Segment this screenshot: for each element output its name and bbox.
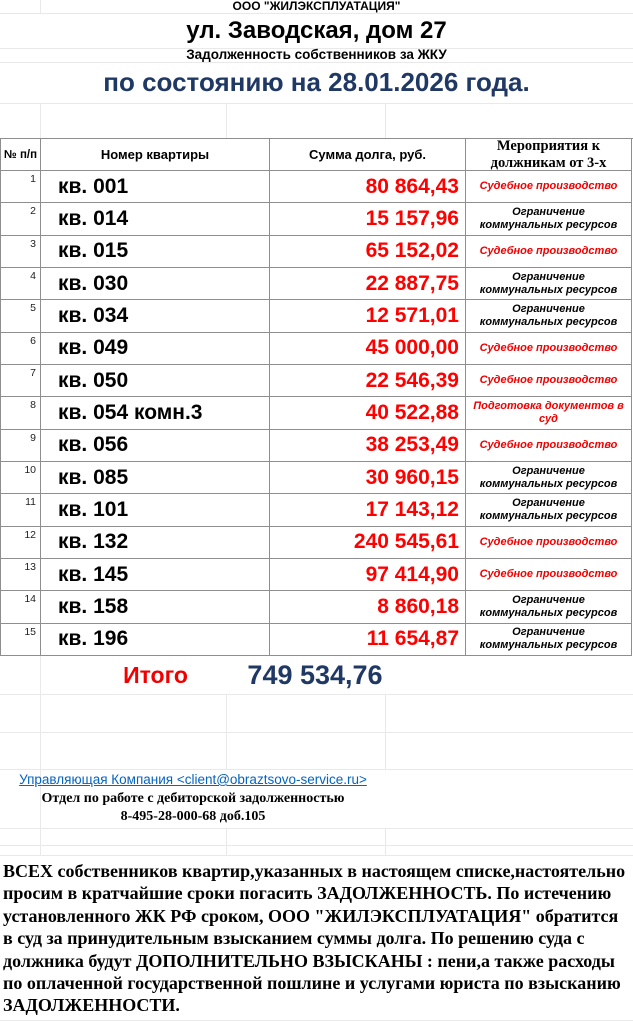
debtor-action-cell: Судебное производство: [466, 236, 632, 268]
debt-amount-cell: 17 143,12: [270, 494, 466, 526]
debtor-action-cell: Судебное производство: [466, 333, 632, 365]
apartment-cell: кв. 085: [41, 462, 270, 494]
grid-vline: [385, 103, 386, 138]
debtor-action-cell: Подготовка документов в суд: [466, 397, 632, 429]
debt-amount-cell: 38 253,49: [270, 430, 466, 462]
row-number-cell: 8: [1, 397, 41, 429]
grid-hline: [0, 103, 633, 104]
grid-vline: [40, 103, 41, 138]
apartment-cell: кв. 196: [41, 624, 270, 656]
grid-vline: [385, 828, 386, 855]
debt-amount-cell: 22 546,39: [270, 365, 466, 397]
row-number-cell: 14: [1, 591, 41, 623]
row-number-cell: 15: [1, 624, 41, 656]
row-number-cell: 9: [1, 430, 41, 462]
column-header-actions: Мероприятия к должникам от 3-х: [466, 139, 632, 171]
apartment-cell: кв. 014: [41, 203, 270, 235]
row-number-cell: 6: [1, 333, 41, 365]
debt-amount-cell: 22 887,75: [270, 268, 466, 300]
debtor-action-cell: Судебное производство: [466, 527, 632, 559]
row-number-cell: 5: [1, 300, 41, 332]
apartment-cell: кв. 056: [41, 430, 270, 462]
debtor-action-cell: Ограничение коммунальных ресурсов: [466, 300, 632, 332]
management-link-row: [0, 769, 386, 790]
debt-amount-cell: 240 545,61: [270, 527, 466, 559]
row-number-cell: 2: [1, 203, 41, 235]
row-number-cell: 10: [1, 462, 41, 494]
column-header-debt-sum: Сумма долга, руб.: [270, 139, 466, 171]
apartment-cell: кв. 030: [41, 268, 270, 300]
phone-line: 8-495-28-000-68 доб.105: [120, 809, 266, 824]
row-number-cell: 12: [1, 527, 41, 559]
total-row: [0, 656, 633, 694]
grid-vline: [226, 103, 227, 138]
row-number-cell: 1: [1, 171, 41, 203]
grid-hline: [0, 1020, 633, 1021]
debt-amount-cell: 12 571,01: [270, 300, 466, 332]
grid-hline: [0, 694, 633, 695]
debt-amount-cell: 65 152,02: [270, 236, 466, 268]
apartment-cell: кв. 049: [41, 333, 270, 365]
row-number-cell: 11: [1, 494, 41, 526]
row-number-cell: 7: [1, 365, 41, 397]
debtor-action-cell: Судебное производство: [466, 365, 632, 397]
row-number-cell: 13: [1, 559, 41, 591]
debtor-action-cell: Ограничение коммунальных ресурсов: [466, 203, 632, 235]
debt-amount-cell: 11 654,87: [270, 624, 466, 656]
column-header-apartment: Номер квартиры: [41, 139, 270, 171]
debtor-action-cell: Ограничение коммунальных ресурсов: [466, 494, 632, 526]
grid-vline: [385, 695, 386, 769]
row-number-cell: 3: [1, 236, 41, 268]
apartment-cell: кв. 015: [41, 236, 270, 268]
apartment-cell: кв. 145: [41, 559, 270, 591]
debt-amount-cell: 97 414,90: [270, 559, 466, 591]
department-line: Отдел по работе с дебиторской задолженностью: [41, 791, 345, 806]
building-address: ул. Заводская, дом 27: [186, 17, 447, 44]
debtor-action-cell: Ограничение коммунальных ресурсов: [466, 462, 632, 494]
debt-amount-cell: 40 522,88: [270, 397, 466, 429]
debt-amount-cell: 45 000,00: [270, 333, 466, 365]
apartment-cell: кв. 001: [41, 171, 270, 203]
debt-amount-cell: 15 157,96: [270, 203, 466, 235]
apartment-cell: кв. 034: [41, 300, 270, 332]
debtor-action-cell: Ограничение коммунальных ресурсов: [466, 268, 632, 300]
apartment-cell: кв. 158: [41, 591, 270, 623]
debt-amount-cell: 8 860,18: [270, 591, 466, 623]
management-email-link[interactable]: Управляющая Компания <client@obraztsovo-service.ru>: [19, 772, 367, 787]
row-number-cell: 4: [1, 268, 41, 300]
column-header-row-number: № п/п: [1, 139, 41, 171]
apartment-cell: кв. 101: [41, 494, 270, 526]
as-of-date-line: по состоянию на 28.01.2026 года.: [103, 67, 530, 97]
apartment-cell: кв. 050: [41, 365, 270, 397]
debtor-action-cell: Ограничение коммунальных ресурсов: [466, 624, 632, 656]
grid-hline: [0, 845, 633, 846]
company-name: ООО "ЖИЛЭКСПЛУАТАЦИЯ": [232, 0, 401, 13]
grid-hline: [0, 732, 633, 733]
debt-table: [0, 138, 633, 656]
total-debt-value: 749 534,76: [247, 659, 383, 690]
debt-amount-cell: 80 864,43: [270, 171, 466, 203]
debtor-action-cell: Судебное производство: [466, 430, 632, 462]
debtor-action-cell: Судебное производство: [466, 559, 632, 591]
debtor-action-cell: Ограничение коммунальных ресурсов: [466, 591, 632, 623]
debtor-action-cell: Судебное производство: [466, 171, 632, 203]
legal-notice-text: ВСЕХ собственников квартир,указанных в настоящем списке,настоятельно просим в кратчайшие сроки погасить ЗАДОЛЖЕННОСТЬ. По истечению установленного ЖК РФ сроком, ООО "ЖИЛЭКСПЛУАТАЦИЯ" обратится в суд за принудительным взысканием суммы долга. По решению суда с должника будут ДОПОЛНИТЕЛЬНО ВЗЫСКАНЫ : пени,а также расходы по оплаченной государственной пошлине и услугами юриста по взысканию ЗАДОЛЖЕННОСТИ.: [3, 861, 626, 1016]
grid-hline: [0, 828, 633, 829]
grid-vline: [226, 828, 227, 855]
debt-amount-cell: 30 960,15: [270, 462, 466, 494]
grid-vline: [226, 695, 227, 769]
list-subtitle: Задолженность собственников за ЖКУ: [186, 47, 447, 62]
apartment-cell: кв. 054 комн.3: [41, 397, 270, 429]
total-label: Итого: [123, 661, 188, 688]
contacts-block: [0, 769, 386, 825]
apartment-cell: кв. 132: [41, 527, 270, 559]
